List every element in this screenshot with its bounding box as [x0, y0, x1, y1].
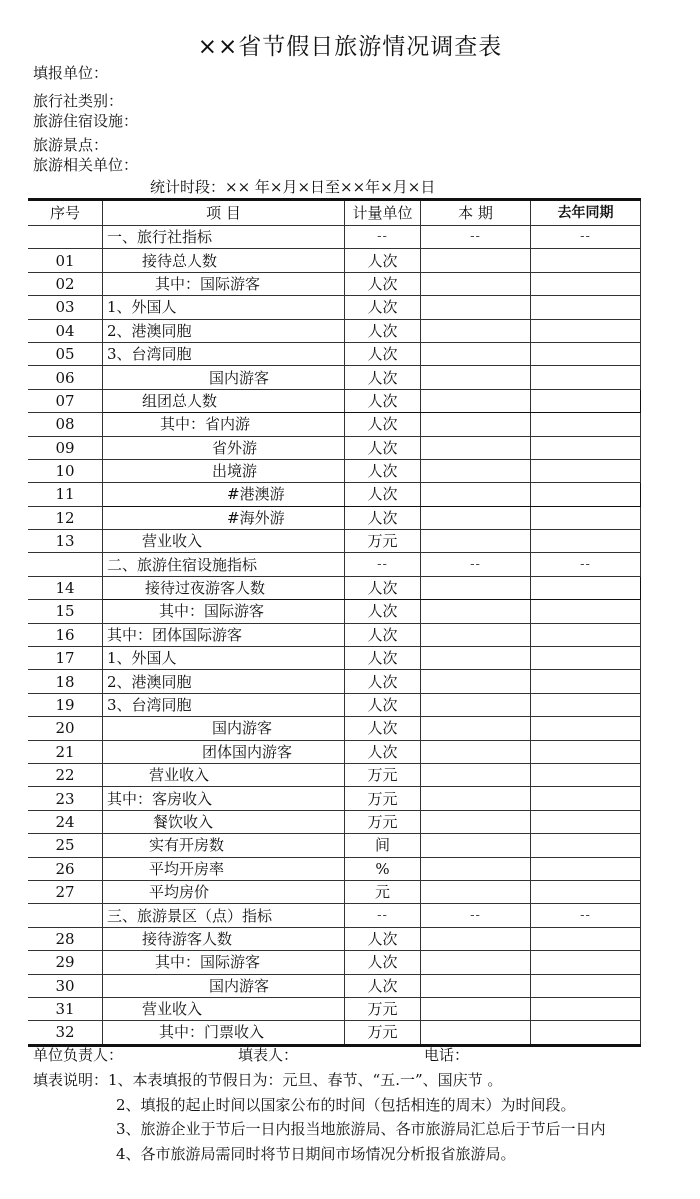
row-last-year-value[interactable] [531, 249, 641, 272]
row-number [28, 226, 103, 249]
row-unit: 人次 [345, 951, 421, 974]
row-last-year-value[interactable] [531, 272, 641, 295]
notes-label: 填表说明： [33, 1071, 109, 1089]
row-last-year-value[interactable] [531, 389, 641, 412]
table-row [28, 904, 641, 927]
table-row [28, 249, 641, 272]
row-current-value[interactable] [421, 413, 531, 436]
row-last-year-value[interactable] [531, 763, 641, 786]
row-last-year-value[interactable] [531, 319, 641, 342]
row-current-value[interactable] [421, 249, 531, 272]
row-unit: % [345, 857, 421, 880]
row-current-value[interactable]: -- [421, 226, 531, 249]
row-item: 1、外国人 [103, 296, 345, 319]
row-number: 15 [28, 600, 103, 623]
row-current-value[interactable]: -- [421, 553, 531, 576]
row-item: 国内游客 [103, 717, 345, 740]
row-last-year-value[interactable]: -- [531, 226, 641, 249]
table-row [28, 974, 641, 997]
row-last-year-value[interactable] [531, 530, 641, 553]
row-last-year-value[interactable] [531, 740, 641, 763]
row-current-value[interactable] [421, 927, 531, 950]
table-row [28, 413, 641, 436]
row-number: 24 [28, 810, 103, 833]
row-unit: 人次 [345, 483, 421, 506]
row-number: 26 [28, 857, 103, 880]
table-row [28, 506, 641, 529]
row-number: 25 [28, 834, 103, 857]
row-unit: 人次 [345, 576, 421, 599]
row-number: 02 [28, 272, 103, 295]
row-current-value[interactable] [421, 1021, 531, 1045]
row-last-year-value[interactable] [531, 974, 641, 997]
row-item: 餐饮收入 [103, 810, 345, 833]
row-last-year-value[interactable] [531, 810, 641, 833]
row-number: 10 [28, 459, 103, 482]
row-item: 其中：客房收入 [103, 787, 345, 810]
page-title: ××省节假日旅游情况调查表 [197, 34, 503, 60]
row-last-year-value[interactable] [531, 342, 641, 365]
row-last-year-value[interactable] [531, 576, 641, 599]
row-last-year-value[interactable] [531, 436, 641, 459]
header-last-year: 去年同期 [531, 200, 641, 226]
row-unit: 人次 [345, 506, 421, 529]
row-unit: -- [345, 226, 421, 249]
row-unit: 人次 [345, 436, 421, 459]
row-unit: 万元 [345, 787, 421, 810]
row-current-value[interactable] [421, 342, 531, 365]
row-item: 其中：国际游客 [103, 600, 345, 623]
row-last-year-value[interactable] [531, 296, 641, 319]
table-row [28, 740, 641, 763]
row-item: 三、旅游景区（点）指标 [103, 904, 345, 927]
row-number: 22 [28, 763, 103, 786]
row-unit: 万元 [345, 530, 421, 553]
note-line [33, 1093, 606, 1118]
row-number: 27 [28, 880, 103, 903]
row-current-value[interactable] [421, 740, 531, 763]
row-unit: 人次 [345, 459, 421, 482]
row-current-value[interactable] [421, 389, 531, 412]
agency-type-label: 旅行社类别： [33, 92, 124, 110]
row-unit: 万元 [345, 1021, 421, 1045]
row-current-value[interactable] [421, 974, 531, 997]
statistics-period: 统计时段：×× 年×月×日至××年×月×日 [150, 178, 436, 196]
row-unit: 人次 [345, 740, 421, 763]
row-number: 07 [28, 389, 103, 412]
note-text: 2、填报的起止时间以国家公布的时间（包括相连的周末）为时间段。 [116, 1095, 576, 1114]
note-text: 3、旅游企业于节后一日内报当地旅游局、各市旅游局汇总后于节后一日内 [116, 1120, 606, 1138]
row-last-year-value[interactable] [531, 834, 641, 857]
row-number: 30 [28, 974, 103, 997]
row-unit: 人次 [345, 623, 421, 646]
header-unit: 计量单位 [345, 200, 421, 226]
note-line [33, 1142, 606, 1167]
note-text: 4、各市旅游局需同时将节日期间市场情况分析报省旅游局。 [116, 1144, 516, 1163]
row-unit: 万元 [345, 810, 421, 833]
table-row [28, 834, 641, 857]
row-item: 出境游 [103, 459, 345, 482]
row-item: 3、台湾同胞 [103, 693, 345, 716]
row-number: 20 [28, 717, 103, 740]
row-current-value[interactable] [421, 997, 531, 1020]
row-item: 2、港澳同胞 [103, 319, 345, 342]
related-unit-label: 旅游相关单位： [33, 156, 139, 174]
row-current-value[interactable] [421, 834, 531, 857]
row-last-year-value[interactable] [531, 1021, 641, 1045]
row-unit: 人次 [345, 366, 421, 389]
row-unit: -- [345, 553, 421, 576]
row-unit: 人次 [345, 413, 421, 436]
row-item: 2、港澳同胞 [103, 670, 345, 693]
row-item: 平均房价 [103, 880, 345, 903]
table-row [28, 763, 641, 786]
row-item: 营业收入 [103, 997, 345, 1020]
row-item: 接待游客人数 [103, 927, 345, 950]
row-current-value[interactable] [421, 272, 531, 295]
table-row [28, 600, 641, 623]
row-number: 03 [28, 296, 103, 319]
filling-notes [33, 1068, 606, 1166]
table-row [28, 810, 641, 833]
row-item: #港澳游 [103, 483, 345, 506]
row-current-value[interactable] [421, 647, 531, 670]
table-row [28, 272, 641, 295]
row-last-year-value[interactable] [531, 880, 641, 903]
note-line [33, 1068, 606, 1093]
row-unit: 人次 [345, 389, 421, 412]
row-unit: 人次 [345, 319, 421, 342]
row-current-value[interactable] [421, 880, 531, 903]
row-last-year-value[interactable] [531, 717, 641, 740]
row-current-value[interactable] [421, 576, 531, 599]
phone-label: 电话： [424, 1046, 470, 1064]
row-current-value[interactable] [421, 296, 531, 319]
row-item: 营业收入 [103, 530, 345, 553]
row-current-value[interactable] [421, 763, 531, 786]
row-current-value[interactable] [421, 670, 531, 693]
row-unit: 间 [345, 834, 421, 857]
row-current-value[interactable] [421, 366, 531, 389]
table-row [28, 296, 641, 319]
unit-head-label: 单位负责人： [33, 1046, 124, 1064]
table-row [28, 693, 641, 716]
row-unit: 元 [345, 880, 421, 903]
table-row [28, 342, 641, 365]
row-number [28, 904, 103, 927]
row-last-year-value[interactable] [531, 787, 641, 810]
row-unit: 人次 [345, 693, 421, 716]
row-unit: 人次 [345, 670, 421, 693]
table-row [28, 647, 641, 670]
row-unit: 人次 [345, 249, 421, 272]
row-number: 17 [28, 647, 103, 670]
row-current-value[interactable] [421, 717, 531, 740]
survey-table [28, 198, 641, 1047]
filler-label: 填表人： [238, 1046, 299, 1064]
scenic-spot-label: 旅游景点： [33, 136, 109, 154]
row-item: 其中：门票收入 [103, 1021, 345, 1045]
table-row [28, 1021, 641, 1045]
row-current-value[interactable] [421, 857, 531, 880]
row-number [28, 553, 103, 576]
table-row [28, 226, 641, 249]
row-current-value[interactable]: -- [421, 904, 531, 927]
lodging-label: 旅游住宿设施： [33, 112, 139, 130]
row-item: 组团总人数 [103, 389, 345, 412]
table-row [28, 880, 641, 903]
row-current-value[interactable] [421, 787, 531, 810]
row-unit: 人次 [345, 717, 421, 740]
row-unit: 万元 [345, 997, 421, 1020]
row-last-year-value[interactable] [531, 366, 641, 389]
row-current-value[interactable] [421, 530, 531, 553]
row-unit: 人次 [345, 342, 421, 365]
note-text: 1、本表填报的节假日为：元旦、春节、“五.一”、国庆节 。 [108, 1071, 503, 1089]
table-row [28, 436, 641, 459]
table-row [28, 927, 641, 950]
row-number: 28 [28, 927, 103, 950]
row-number: 21 [28, 740, 103, 763]
row-number: 32 [28, 1021, 103, 1045]
row-number: 29 [28, 951, 103, 974]
row-current-value[interactable] [421, 693, 531, 716]
row-item: 二、旅游住宿设施指标 [103, 553, 345, 576]
row-item: 接待过夜游客人数 [103, 576, 345, 599]
table-row [28, 670, 641, 693]
row-current-value[interactable] [421, 623, 531, 646]
row-number: 12 [28, 506, 103, 529]
row-item: 实有开房数 [103, 834, 345, 857]
row-unit: -- [345, 904, 421, 927]
row-item: #海外游 [103, 506, 345, 529]
header-no: 序号 [28, 200, 103, 226]
row-item: 其中：省内游 [103, 413, 345, 436]
table-row [28, 623, 641, 646]
row-number: 19 [28, 693, 103, 716]
row-unit: 人次 [345, 600, 421, 623]
table-row [28, 553, 641, 576]
row-last-year-value[interactable] [531, 506, 641, 529]
reporting-unit-label: 填报单位： [33, 64, 109, 82]
row-item: 国内游客 [103, 366, 345, 389]
row-last-year-value[interactable]: -- [531, 904, 641, 927]
table-row [28, 857, 641, 880]
row-current-value[interactable] [421, 483, 531, 506]
header-item: 项 目 [103, 200, 345, 226]
row-item: 接待总人数 [103, 249, 345, 272]
row-last-year-value[interactable] [531, 693, 641, 716]
row-last-year-value[interactable]: -- [531, 553, 641, 576]
row-item: 3、台湾同胞 [103, 342, 345, 365]
row-item: 一、旅行社指标 [103, 226, 345, 249]
row-item: 团体国内游客 [103, 740, 345, 763]
row-current-value[interactable] [421, 600, 531, 623]
table-row [28, 459, 641, 482]
row-last-year-value[interactable] [531, 459, 641, 482]
row-unit: 人次 [345, 647, 421, 670]
note-line [33, 1117, 606, 1142]
header-current: 本 期 [421, 200, 531, 226]
row-last-year-value[interactable] [531, 927, 641, 950]
row-last-year-value[interactable] [531, 413, 641, 436]
row-unit: 人次 [345, 272, 421, 295]
row-item: 1、外国人 [103, 647, 345, 670]
row-last-year-value[interactable] [531, 670, 641, 693]
row-number: 08 [28, 413, 103, 436]
row-unit: 人次 [345, 974, 421, 997]
row-number: 18 [28, 670, 103, 693]
row-number: 11 [28, 483, 103, 506]
row-last-year-value[interactable] [531, 483, 641, 506]
row-number: 01 [28, 249, 103, 272]
row-current-value[interactable] [421, 951, 531, 974]
row-item: 其中：国际游客 [103, 951, 345, 974]
row-item: 营业收入 [103, 763, 345, 786]
table-row [28, 319, 641, 342]
row-item: 其中：团体国际游客 [103, 623, 345, 646]
row-current-value[interactable] [421, 319, 531, 342]
row-current-value[interactable] [421, 506, 531, 529]
table-header-row [28, 200, 641, 226]
row-number: 05 [28, 342, 103, 365]
row-last-year-value[interactable] [531, 997, 641, 1020]
row-unit: 万元 [345, 763, 421, 786]
row-unit: 人次 [345, 296, 421, 319]
table-row [28, 997, 641, 1020]
row-number: 16 [28, 623, 103, 646]
row-last-year-value[interactable] [531, 623, 641, 646]
row-number: 23 [28, 787, 103, 810]
row-number: 13 [28, 530, 103, 553]
table-row [28, 951, 641, 974]
row-last-year-value[interactable] [531, 600, 641, 623]
row-item: 省外游 [103, 436, 345, 459]
table-row [28, 389, 641, 412]
table-row [28, 483, 641, 506]
row-current-value[interactable] [421, 810, 531, 833]
row-last-year-value[interactable] [531, 647, 641, 670]
row-item: 平均开房率 [103, 857, 345, 880]
row-item: 国内游客 [103, 974, 345, 997]
row-number: 04 [28, 319, 103, 342]
table-row [28, 576, 641, 599]
row-current-value[interactable] [421, 459, 531, 482]
row-number: 31 [28, 997, 103, 1020]
row-number: 06 [28, 366, 103, 389]
row-last-year-value[interactable] [531, 857, 641, 880]
table-row [28, 717, 641, 740]
row-current-value[interactable] [421, 436, 531, 459]
table-body [28, 226, 641, 1046]
row-number: 09 [28, 436, 103, 459]
table-row [28, 530, 641, 553]
table-row [28, 366, 641, 389]
row-item: 其中：国际游客 [103, 272, 345, 295]
row-last-year-value[interactable] [531, 951, 641, 974]
row-unit: 人次 [345, 927, 421, 950]
table-row [28, 787, 641, 810]
row-number: 14 [28, 576, 103, 599]
